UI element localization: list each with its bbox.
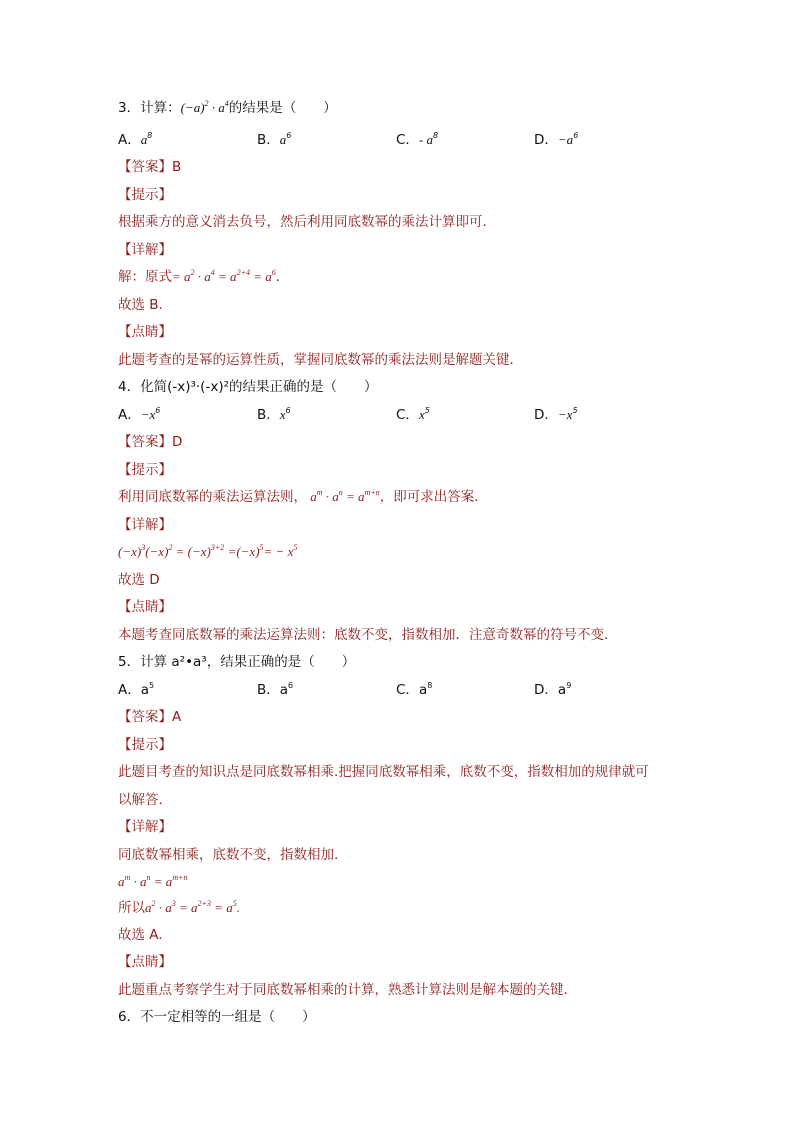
q5-detail-title: 【详解】 xyxy=(118,819,172,835)
q3-stem-formula: $(-a)^2 \cdot a^4$ xyxy=(180,99,229,115)
q5-detail-formula: $a^2 \cdot a^3 = a^{2+3} = a^5$. xyxy=(145,899,240,915)
q3-detail-text: 解：原式= $a^2 \cdot a^4 = a^{2+4} = a^6$． xyxy=(118,268,290,285)
question-5-options xyxy=(118,681,718,699)
q3-hint-text: 根据乘方的意义消去负号，然后利用同底数幂的乘法计算即可． xyxy=(118,214,496,230)
q4-hint-text: 利用同底数幂的乘法运算法则， $a^m \cdot a^n = a^{m+n}$，即可求出答案． xyxy=(118,488,488,505)
q5-conclusion: 故选 A. xyxy=(118,927,163,943)
q4-option-b[interactable]: B．$x^6$ xyxy=(257,406,291,423)
q5-hint-title: 【提示】 xyxy=(118,737,172,753)
question-4-options xyxy=(118,406,718,424)
q4-comment-text: 本题考查同底数幂的乘法运算法则：底数不变，指数相加．注意奇数幂的符号不变． xyxy=(118,627,618,643)
q5-detail-rule-formula: $a^m \cdot a^n = a^{m+n}$ xyxy=(118,873,188,889)
q3-option-b[interactable]: B．$a^6$ xyxy=(257,131,292,148)
q5-option-b[interactable]: B．$a^6$ xyxy=(257,681,294,698)
question-4-stem: 4．化简(-x)³·(-x)²的结果正确的是（ ） xyxy=(118,379,378,395)
q3-stem-suffix: 的结果是（ ） xyxy=(228,100,337,116)
q5-comment-text: 此题重点考察学生对于同底数幂相乘的计算，熟悉计算法则是解本题的关键． xyxy=(118,982,577,998)
q5-option-d[interactable]: D．$a^9$ xyxy=(534,681,572,698)
q3-stem-prefix: 3．计算： xyxy=(118,100,181,116)
q4-option-d[interactable]: D．$-x^5$ xyxy=(534,406,578,423)
q4-detail-formula: $(-x)^3(-x)^2 = (-x)^{3+2} =(-x)^5= - x^5$ xyxy=(118,543,298,559)
q3-option-a[interactable]: A．$a^8$ xyxy=(118,131,153,148)
q4-answer: 【答案】D xyxy=(118,434,183,450)
q3-comment-title: 【点睛】 xyxy=(118,324,172,340)
q3-answer: 【答案】B xyxy=(118,159,182,175)
q3-option-d[interactable]: D．$-a^6$ xyxy=(534,131,579,148)
q5-hint-text-line2: 以解答． xyxy=(118,792,172,808)
q3-comment-text: 此题考查的是幂的运算性质，掌握同底数幂的乘法法则是解题关键． xyxy=(118,352,523,368)
q5-hint-text-line1: 此题目考查的知识点是同底数幂相乘.把握同底数幂相乘，底数不变，指数相加的规律就可 xyxy=(118,764,649,780)
q4-option-a[interactable]: A．$-x^6$ xyxy=(118,406,161,423)
q5-detail-line3: 所以$a^2 \cdot a^3 = a^{2+3} = a^5$. xyxy=(118,899,240,916)
q4-hint-title: 【提示】 xyxy=(118,462,172,478)
q3-detail-title: 【详解】 xyxy=(118,242,172,258)
q5-option-c[interactable]: C．$a^8$ xyxy=(396,681,433,698)
q4-hint-formula: $a^m \cdot a^n = a^{m+n}$ xyxy=(307,488,380,504)
question-3-options xyxy=(118,131,718,149)
q3-conclusion: 故选 B． xyxy=(118,297,173,313)
q3-option-c[interactable]: C．- $a^8$ xyxy=(396,131,439,148)
q3-hint-title: 【提示】 xyxy=(118,187,172,203)
question-3-stem xyxy=(118,99,337,117)
q4-option-c[interactable]: C．$x^5$ xyxy=(396,406,430,423)
q5-option-a[interactable]: A．$a^5$ xyxy=(118,681,155,698)
q4-conclusion: 故选 D xyxy=(118,572,160,588)
q5-comment-title: 【点睛】 xyxy=(118,954,172,970)
q5-detail-line1: 同底数幂相乘，底数不变，指数相加. xyxy=(118,847,339,863)
q5-answer: 【答案】A xyxy=(118,709,182,725)
q4-detail-title: 【详解】 xyxy=(118,517,172,533)
question-6-stem: 6．不一定相等的一组是（ ） xyxy=(118,1009,316,1025)
question-5-stem: 5．计算 a²•a³，结果正确的是（ ） xyxy=(118,654,356,670)
q3-detail-formula: = $a^2 \cdot a^4 = a^{2+4} = a^6$ xyxy=(172,268,276,284)
q4-comment-title: 【点睛】 xyxy=(118,599,172,615)
